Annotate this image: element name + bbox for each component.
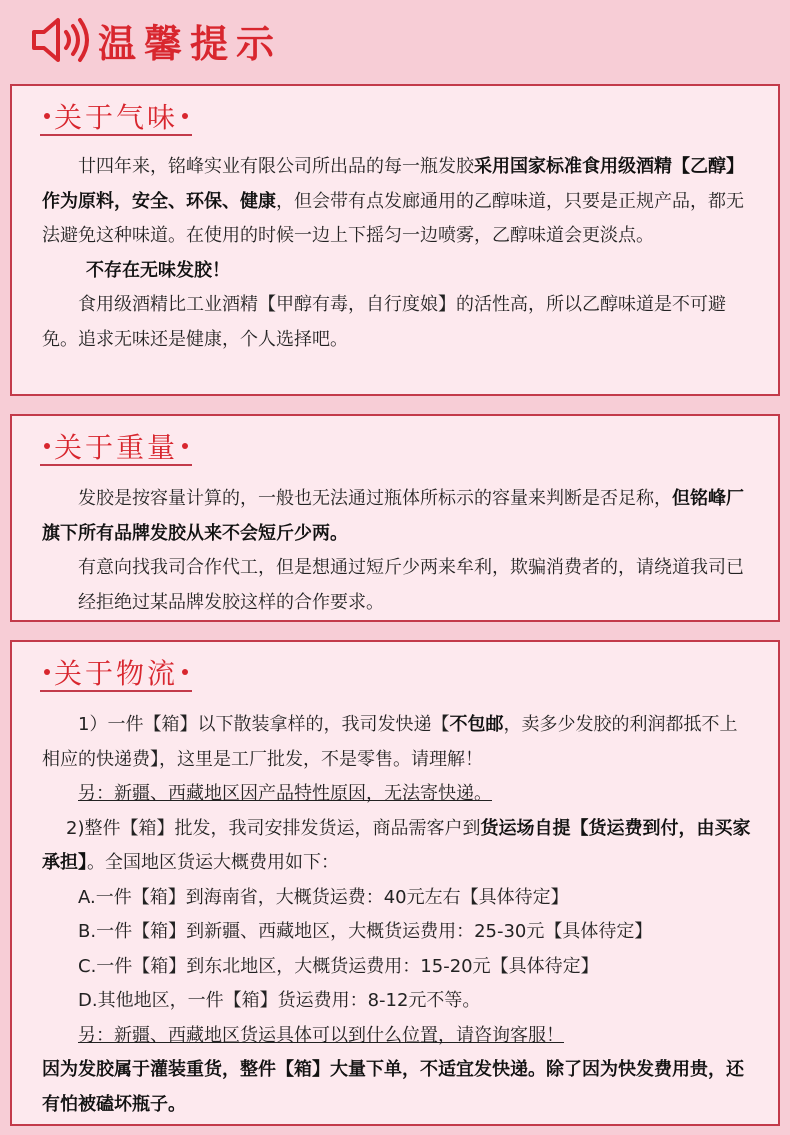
section-title xyxy=(40,426,192,466)
title-underline xyxy=(40,134,192,136)
section-title xyxy=(40,652,192,692)
text: ，但会带有点发廊通用的乙醇味道，只要是正规产品，都无法避免这种味道。在使用的时候一边上下摇匀一边喷雾，乙醇味道会更淡点。 xyxy=(42,190,744,246)
section-weight xyxy=(10,414,780,622)
text: ，卖多少发胶的利润都抵不上相应的快递费】，这里是工厂批发，不是零售。请理解！ xyxy=(42,714,738,770)
underlined-note: 另：新疆、西藏地区货运具体可以到什么位置，请咨询客服！ xyxy=(78,1024,564,1046)
bullet-dot xyxy=(44,443,50,449)
section-title-text: 关于物流 xyxy=(54,657,179,690)
paragraph: 食用级酒精比工业酒精【甲醇有毒，自行度娘】的活性高，所以乙醇味道是不可避免。追求无味还是健康，个人选择吧。 xyxy=(42,294,726,350)
list-item: C.一件【箱】到东北地区，大概货运费用：15-20元【具体待定】 xyxy=(78,955,599,977)
bullet-dot xyxy=(182,669,188,675)
section-logistics xyxy=(10,640,780,1126)
text: 发胶是按容量计算的，一般也无法通过瓶体所标示的容量来判断是否足称， xyxy=(78,488,672,509)
section-body xyxy=(42,150,754,357)
paragraph xyxy=(42,150,754,254)
underlined-note: 另：新疆、西藏地区因产品特性原因，无法寄快递。 xyxy=(78,783,492,804)
title-underline xyxy=(40,464,192,466)
bullet-dot xyxy=(44,113,50,119)
list-item: A.一件【箱】到海南省，大概货运费：40元左右【具体待定】 xyxy=(78,886,569,908)
text: 。全国地区货运大概费用如下： xyxy=(87,852,339,873)
paragraph xyxy=(42,708,754,777)
bold-text: 采用国家标准食用级酒精【乙醇】作为原料，安全、环保、健康 xyxy=(42,156,744,212)
paragraph: 有意向找我司合作代工，但是想通过短斤少两来牟利，欺骗消费者的，请绕道我司已经拒绝过某品牌发胶这样的合作要求。 xyxy=(78,557,744,613)
paragraph xyxy=(42,812,754,881)
bold-text: 不存在无味发胶！ xyxy=(86,259,230,281)
bullet-dot xyxy=(182,443,188,449)
list-item: B.一件【箱】到新疆、西藏地区，大概货运费用：25-30元【具体待定】 xyxy=(78,921,653,942)
text: 1）一件【箱】以下散装拿样的，我司发快递【 xyxy=(78,714,450,735)
section-body xyxy=(42,482,754,620)
section-smell xyxy=(10,84,780,396)
bold-text: 不包邮 xyxy=(449,714,504,735)
header xyxy=(30,14,282,66)
list-item: D.其他地区，一件【箱】货运费用：8-12元不等。 xyxy=(78,990,481,1011)
paragraph xyxy=(42,1053,754,1122)
text: 2)整件【箱】批发，我司安排发货运，商品需客户到 xyxy=(66,817,481,839)
bold-text: 因为发胶属于灌装重货，整件【箱】大量下单，不适宜发快递。除了因为快发费用贵，还有怕被磕坏瓶子。 xyxy=(42,1059,744,1115)
speaker-icon xyxy=(30,16,92,64)
section-body xyxy=(42,708,754,1122)
paragraph xyxy=(42,777,754,812)
bold-text: 但铭峰厂旗下所有品牌发胶从来不会短斤少两。 xyxy=(42,488,744,544)
paragraph xyxy=(42,482,754,551)
title-underline xyxy=(40,690,192,692)
bold-text: 货运场自提【货运费到付，由买家承担】 xyxy=(42,817,751,873)
section-title-text: 关于气味 xyxy=(54,101,179,134)
section-title xyxy=(40,96,192,136)
bullet-dot xyxy=(182,113,188,119)
page-title: 温馨提示 xyxy=(98,21,283,66)
paragraph xyxy=(42,1019,754,1054)
text: 廿四年来，铭峰实业有限公司所出品的每一瓶发胶 xyxy=(78,156,474,177)
paragraph xyxy=(42,254,754,289)
bullet-dot xyxy=(44,669,50,675)
section-title-text: 关于重量 xyxy=(54,431,179,464)
